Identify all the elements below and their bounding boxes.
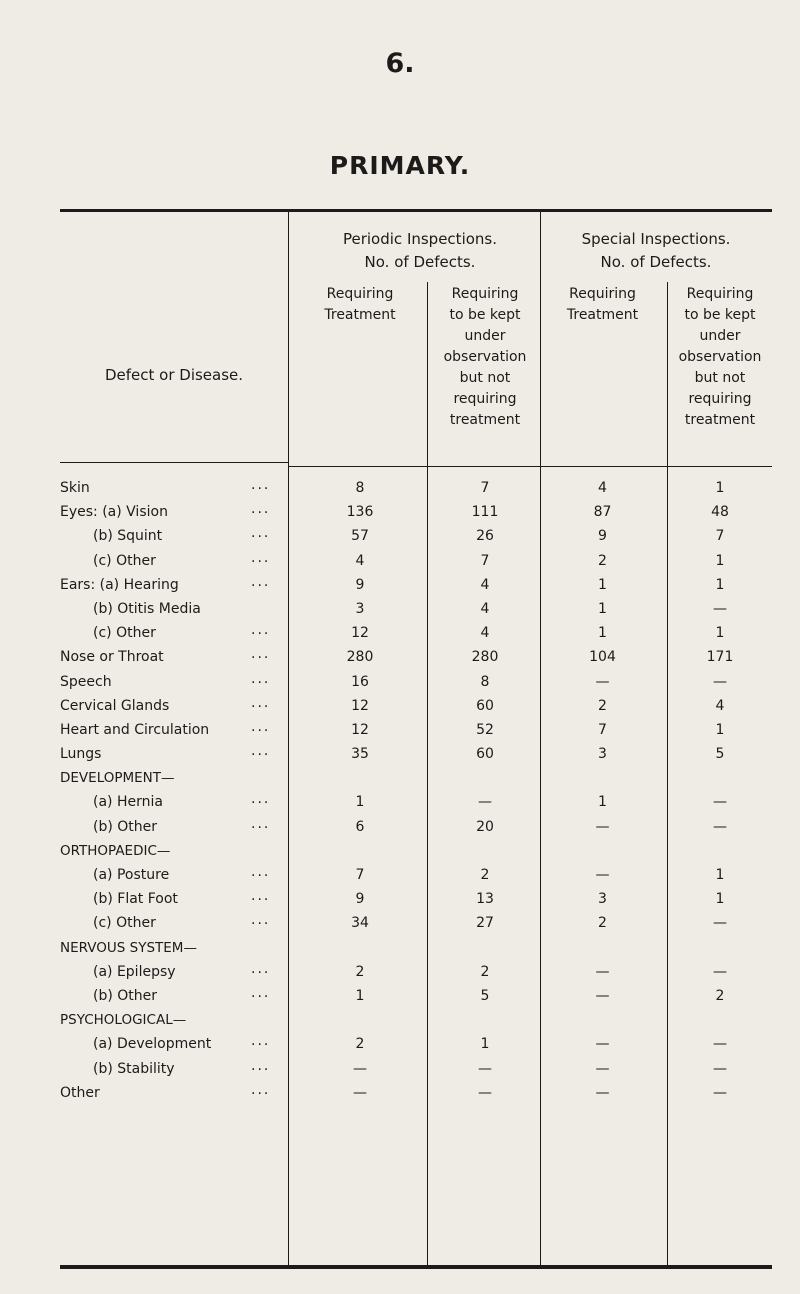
leader-dots: ... (251, 573, 271, 590)
periodic-observation-header (430, 284, 540, 431)
table-cell: — (595, 673, 610, 690)
table-cell: 7 (480, 480, 490, 496)
leader-dots: ... (251, 477, 271, 493)
row-label: (c) Other (93, 552, 156, 569)
table-cell: 4 (480, 625, 490, 642)
table-cell: 111 (471, 504, 499, 521)
table-cell: 35 (351, 746, 369, 763)
table-row (0, 863, 800, 887)
table-row (0, 597, 800, 621)
row-label: Cervical Glands (60, 697, 170, 714)
table-cell: 12 (351, 625, 369, 642)
table-row (0, 670, 800, 694)
table-cell: 3 (598, 891, 607, 908)
header-bottom-rule (288, 466, 772, 467)
table-cell: — (713, 915, 727, 932)
header-line: Requiring (686, 286, 754, 302)
table-cell: 2 (598, 552, 607, 569)
table-cell: 1 (355, 794, 365, 811)
header-line: under (699, 328, 741, 344)
special-subtitle: No. of Defects. (600, 253, 712, 271)
table-row (0, 815, 800, 839)
table-row (0, 790, 800, 814)
row-label: (b) Stability (93, 1060, 175, 1077)
periodic-subtitle: No. of Defects. (364, 253, 476, 271)
periodic-inspections-heading (300, 228, 540, 274)
leader-dots: ... (251, 1033, 271, 1050)
table-row (0, 476, 800, 500)
table-row (0, 694, 800, 718)
table-cell: 2 (355, 1036, 365, 1053)
table-cell: 1 (598, 576, 607, 593)
leader-dots: ... (251, 743, 271, 760)
row-label: Speech (60, 673, 112, 690)
table-row (0, 1008, 800, 1032)
row-label: ORTHOPAEDIC— (60, 842, 171, 859)
header-line: Requiring (326, 286, 394, 302)
table-row (0, 911, 800, 935)
header-line: Requiring (569, 286, 636, 302)
table-cell: — (478, 1060, 492, 1077)
table-cell: 27 (476, 915, 494, 932)
table-cell: 4 (480, 600, 490, 617)
leader-dots: ... (251, 984, 271, 1001)
row-label: Other (60, 1084, 100, 1101)
table-cell: 87 (593, 504, 612, 521)
table-cell: 3 (598, 746, 607, 763)
row-label: Lungs (60, 746, 102, 763)
table-cell: 9 (355, 576, 365, 593)
header-line: to be kept (449, 307, 521, 323)
header-line: Treatment (566, 307, 639, 323)
table-cell: — (595, 1036, 610, 1053)
table-cell: — (713, 600, 727, 617)
page-number: 6. (385, 48, 415, 79)
row-label: (c) Other (93, 625, 156, 642)
leader-dots: ... (251, 960, 271, 977)
table-cell: 48 (711, 504, 729, 521)
table-cell: 60 (476, 746, 494, 763)
table-row (0, 1032, 800, 1056)
table-cell: 1 (598, 794, 607, 811)
leader-dots: ... (251, 912, 271, 929)
leader-dots: ... (251, 694, 271, 711)
header-line: but not (694, 370, 746, 386)
special-requiring-treatment-header (540, 284, 665, 326)
periodic-title: Periodic Inspections. (342, 230, 497, 248)
table-cell: 1 (598, 600, 607, 617)
table-row (0, 645, 800, 669)
table-row (0, 500, 800, 524)
table-cell: — (713, 1084, 727, 1101)
row-label: (b) Flat Foot (93, 891, 178, 908)
header-line: Treatment (324, 307, 396, 323)
table-cell: 104 (589, 649, 616, 666)
header-line: Requiring (451, 286, 519, 302)
leader-dots: ... (251, 549, 271, 566)
row-label: Skin (60, 480, 90, 496)
table-cell: 280 (471, 649, 499, 666)
header-line: treatment (449, 412, 521, 428)
table-cell: 280 (346, 649, 374, 666)
special-observation-header (668, 284, 772, 431)
table-cell: 52 (476, 721, 494, 738)
table-cell: 2 (715, 987, 725, 1004)
header-line: observation (443, 349, 527, 365)
row-label: (b) Squint (93, 528, 163, 545)
leader-dots: ... (251, 525, 271, 542)
row-label: (a) Epilepsy (93, 963, 176, 980)
table-row (0, 1057, 800, 1081)
table-cell: — (713, 963, 727, 980)
row-label: NERVOUS SYSTEM— (60, 939, 197, 956)
table-cell: — (713, 818, 727, 835)
leader-dots: ... (251, 1081, 271, 1098)
header-line: requiring (688, 391, 752, 407)
table-cell: 1 (598, 625, 607, 642)
table-cell: 8 (480, 673, 490, 690)
table-cell: 1 (715, 891, 725, 908)
table-cell: — (713, 794, 727, 811)
header-line: under (464, 328, 506, 344)
table-cell: 34 (351, 915, 369, 932)
leader-dots: ... (251, 646, 271, 663)
table-cell: 4 (480, 576, 490, 593)
table-cell: 13 (476, 891, 494, 908)
row-label: (c) Other (93, 915, 156, 932)
table-cell: 1 (355, 987, 365, 1004)
table-cell: 6 (355, 818, 365, 835)
table-cell: — (478, 1084, 492, 1101)
table-cell: 1 (715, 480, 725, 496)
leader-dots: ... (251, 501, 271, 518)
table-cell: 4 (715, 697, 725, 714)
special-title: Special Inspections. (581, 230, 731, 248)
leader-dots: ... (251, 791, 271, 808)
table-row (0, 960, 800, 984)
table-cell: 16 (351, 673, 369, 690)
header-line: requiring (453, 391, 517, 407)
table-bottom-rule (60, 1265, 772, 1269)
row-label: Ears: (a) Hearing (60, 576, 179, 593)
table-row (0, 887, 800, 911)
table-cell: 7 (355, 867, 365, 883)
table-cell: 2 (480, 867, 490, 883)
table-cell: 7 (715, 528, 725, 545)
table-cell: 5 (480, 987, 490, 1004)
table-cell: 7 (598, 721, 607, 738)
page-title: PRIMARY. (329, 151, 471, 180)
table-cell: 60 (476, 697, 494, 714)
row-label: (b) Otitis Media (93, 600, 201, 617)
table-cell: 26 (476, 528, 494, 545)
row-label: (a) Posture (93, 867, 170, 883)
row-label: Eyes: (a) Vision (60, 504, 168, 521)
table-cell: 20 (476, 818, 494, 835)
table-cell: 2 (598, 697, 607, 714)
table-cell: 171 (706, 649, 734, 666)
table-cell: — (595, 867, 610, 883)
leader-dots: ... (251, 864, 271, 880)
table-cell: 136 (346, 504, 374, 521)
table-cell: 1 (715, 867, 725, 883)
table-row (0, 621, 800, 645)
table-cell: 1 (715, 625, 725, 642)
table-cell: 57 (351, 528, 369, 545)
table-top-rule (60, 209, 772, 212)
table-row (0, 549, 800, 573)
leader-dots: ... (251, 670, 271, 687)
row-label: (b) Other (93, 818, 158, 835)
table-cell: — (353, 1060, 367, 1077)
table-row (0, 718, 800, 742)
table-row (0, 742, 800, 766)
table-cell: 7 (480, 552, 490, 569)
special-inspections-heading (540, 228, 772, 274)
table-cell: — (713, 673, 727, 690)
header-line: observation (678, 349, 762, 365)
table-row (0, 766, 800, 790)
table-cell: — (713, 1036, 727, 1053)
leader-dots: ... (251, 622, 271, 639)
row-label: (a) Hernia (93, 794, 163, 811)
table-cell: 9 (598, 528, 607, 545)
table-cell: 8 (355, 480, 365, 496)
table-cell: 1 (715, 552, 725, 569)
table-row (0, 524, 800, 548)
defect-column-header: Defect or Disease. (104, 366, 244, 384)
table-row (0, 839, 800, 863)
leader-dots: ... (251, 888, 271, 905)
table-cell: — (478, 794, 492, 811)
table-cell: 2 (480, 963, 490, 980)
periodic-requiring-treatment-header (300, 284, 420, 326)
table-cell: 5 (715, 746, 725, 763)
leader-dots: ... (251, 1057, 271, 1074)
leader-dots: ... (251, 815, 271, 832)
table-cell: 3 (355, 600, 365, 617)
table-cell: 1 (480, 1036, 490, 1053)
table-cell: — (595, 818, 610, 835)
row-label: (a) Development (93, 1036, 212, 1053)
row-label: (b) Other (93, 987, 158, 1004)
header-line: treatment (684, 412, 756, 428)
table-body (0, 476, 800, 1105)
table-cell: — (595, 1084, 610, 1101)
table-cell: — (595, 963, 610, 980)
table-cell: 12 (351, 697, 369, 714)
table-row (0, 984, 800, 1008)
table-cell: 9 (355, 891, 365, 908)
table-row (0, 936, 800, 960)
table-cell: 1 (715, 576, 725, 593)
row-label: DEVELOPMENT— (60, 770, 175, 787)
table-cell: — (353, 1084, 367, 1101)
table-cell: 4 (355, 552, 365, 569)
table-cell: 2 (355, 963, 365, 980)
row-label: PSYCHOLOGICAL— (60, 1012, 187, 1029)
table-cell: 4 (598, 480, 607, 496)
table-cell: 12 (351, 721, 369, 738)
row-label: Heart and Circulation (60, 721, 210, 738)
table-cell: — (595, 1060, 610, 1077)
table-cell: 1 (715, 721, 725, 738)
table-row (0, 1081, 800, 1105)
header-bottom-rule (60, 462, 288, 463)
table-cell: — (595, 987, 610, 1004)
row-label: Nose or Throat (60, 649, 164, 666)
table-cell: — (713, 1060, 727, 1077)
leader-dots: ... (251, 718, 271, 735)
header-line: to be kept (684, 307, 756, 323)
header-line: but not (459, 370, 511, 386)
table-row (0, 573, 800, 597)
table-cell: 2 (598, 915, 607, 932)
